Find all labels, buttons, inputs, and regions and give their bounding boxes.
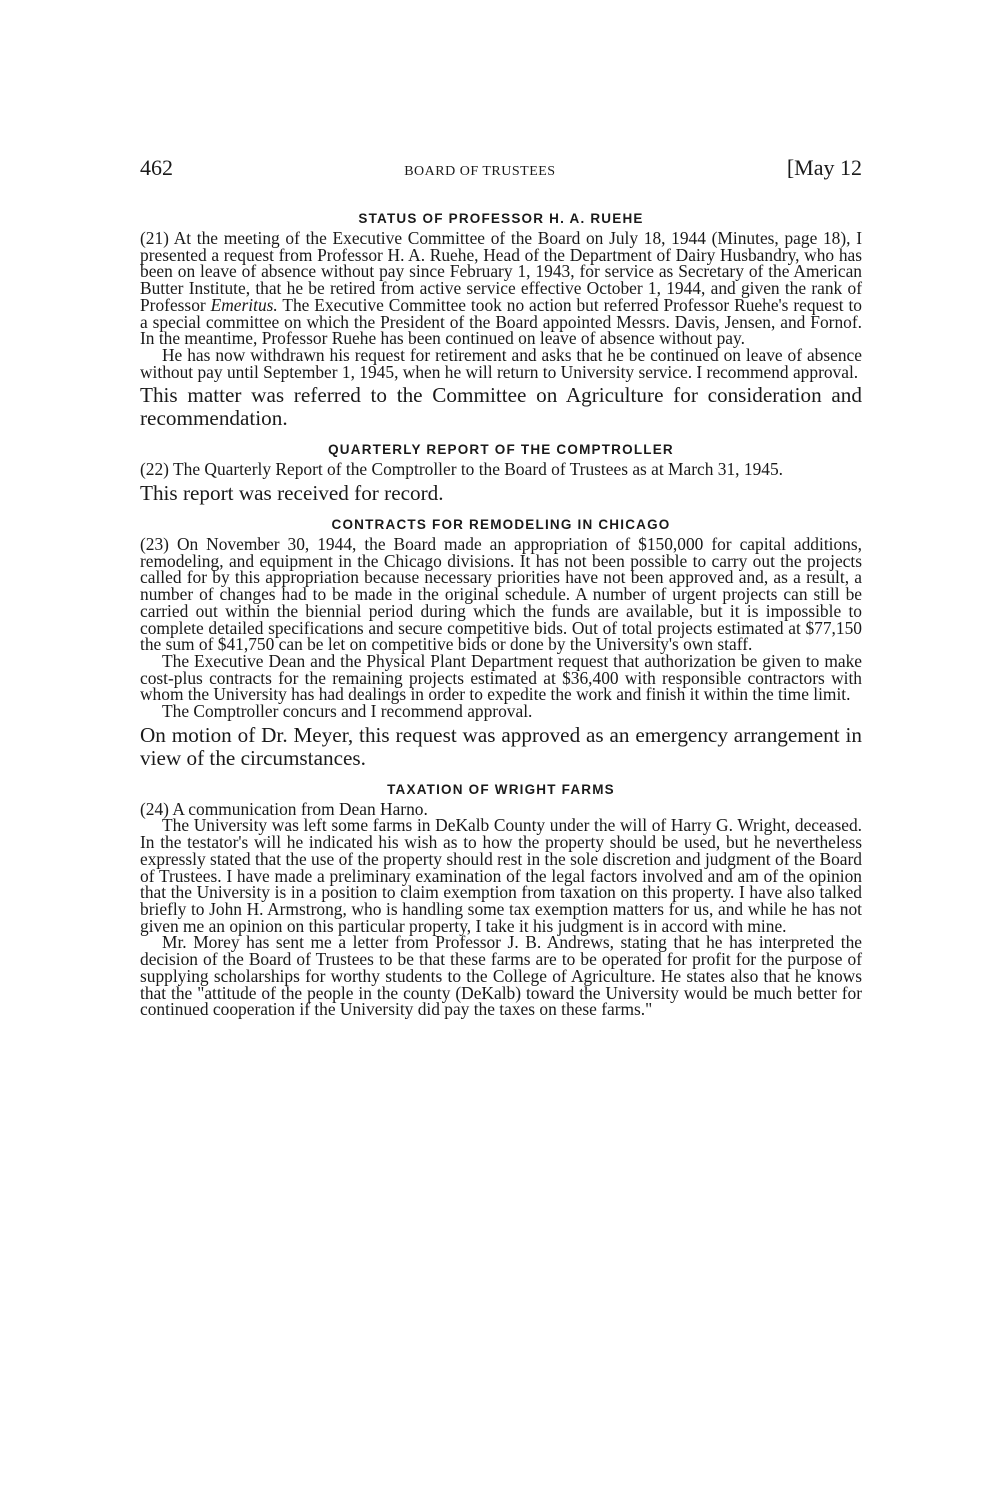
board-resolution: On motion of Dr. Meyer, this request was approved as an emergency arrangement in view of the circumstances. — [140, 722, 862, 770]
section-ruehe — [140, 211, 862, 430]
running-title: BOARD OF TRUSTEES — [404, 164, 556, 179]
section-wright-farms — [140, 782, 862, 1018]
emeritus-word: Emeritus. — [210, 294, 278, 315]
paragraph: Mr. Morey has sent me a letter from Professor J. B. Andrews, stating that he has interpreted the decision of the Board of Trustees to be that these farms are to be operated for profit for the purpose of supplying scholarships for worthy students to the College of Agriculture. He states also that he knows that the "attitude of the people in the county (DeKalb) toward the University would be much better for continued cooperation if the University did pay the taxes on these farms." — [140, 932, 862, 1020]
paragraph: He has now withdrawn his request for retirement and asks that he be continued on leave of absence without pay until September 1, 1945, when he will return to University service. I recommend approval. — [140, 344, 862, 382]
board-resolution: This report was received for record. — [140, 481, 444, 506]
section-heading: QUARTERLY REPORT OF THE COMPTROLLER — [328, 442, 674, 458]
paragraph — [140, 230, 862, 347]
running-head — [140, 155, 862, 197]
page-number: 462 — [140, 155, 173, 180]
paragraph: The Executive Dean and the Physical Plant Department request that authorization be given to make cost-plus contracts for the remaining projects estimated at $36,400 with responsible contractors with whom the University has had dealings in order to expedite the work and finish it within the time limit. — [140, 650, 862, 705]
paragraph-text: (21) At the meeting of the Executive Committee of the Board on July 18, 1944 (Minutes, page 18), I presented a request from Professor H. A. Ruehe, Head of the Department of Dairy Husbandry, who has been on leave of absence without pay since February 1, 1943, for service as Secretary of the American Butter Institute, that he be retired from active service effective October 1, 1944, and given the rank of Professor — [140, 228, 862, 315]
paragraph: (22) The Quarterly Report of the Comptroller to the Board of Trustees as at March 31, 1945. — [140, 459, 784, 480]
paragraph: (24) A communication from Dean Harno. — [140, 798, 428, 819]
date-mark: [May 12 — [786, 155, 862, 180]
section-heading: CONTRACTS FOR REMODELING IN CHICAGO — [331, 517, 671, 533]
section-comptroller-report — [140, 442, 862, 505]
section-heading: TAXATION OF WRIGHT FARMS — [387, 781, 615, 797]
section-heading: STATUS OF PROFESSOR H. A. RUEHE — [358, 211, 644, 226]
paragraph: (23) On November 30, 1944, the Board made an appropriation of $150,000 for capital additions, remodeling, and equipment in the Chicago divisions. It has not been possible to carry out the projects called for by this appropriation because necessary priorities have not been approved and, as a result, a number of changes had to be made in the original schedule. A number of urgent projects can still be carried out within the biennial period during which the funds are available, but it is impossible to complete detailed specifications and secure competitive bids. Out of total projects estimated at $77,150 the sum of $41,750 can be let on competitive bids or done by the University's own staff. — [140, 534, 862, 655]
paragraph-text: The Executive Committee took no action but referred Professor Ruehe's request to a special committee on which the President of the Board appointed Messrs. Davis, Jensen, and Fornof. In the meantime, Professor Ruehe has been continued on leave of absence without pay. — [140, 294, 862, 349]
paragraph: The University was left some farms in DeKalb County under the will of Harry G. Wright, deceased. In the testator's will he indicated his wish as to how the property should be used, but he nevertheless expressly stated that the use of the property should rest in the sole discretion and judgment of the Board of Trustees. I have made a preliminary examination of the legal factors involved and am of the opinion that the University is in a position to claim exemption from taxation on this property. I have also talked briefly to John H. Armstrong, who is handling some tax exemption matters for us, and while he has not given me an opinion on this particular property, I take it his judgment is in accord with mine. — [140, 815, 862, 936]
section-chicago-contracts — [140, 517, 862, 770]
paragraph: The Comptroller concurs and I recommend approval. — [162, 701, 533, 722]
document-page — [140, 155, 862, 1018]
board-resolution: This matter was referred to the Committee on Agriculture for consideration and recommendation. — [140, 383, 862, 431]
